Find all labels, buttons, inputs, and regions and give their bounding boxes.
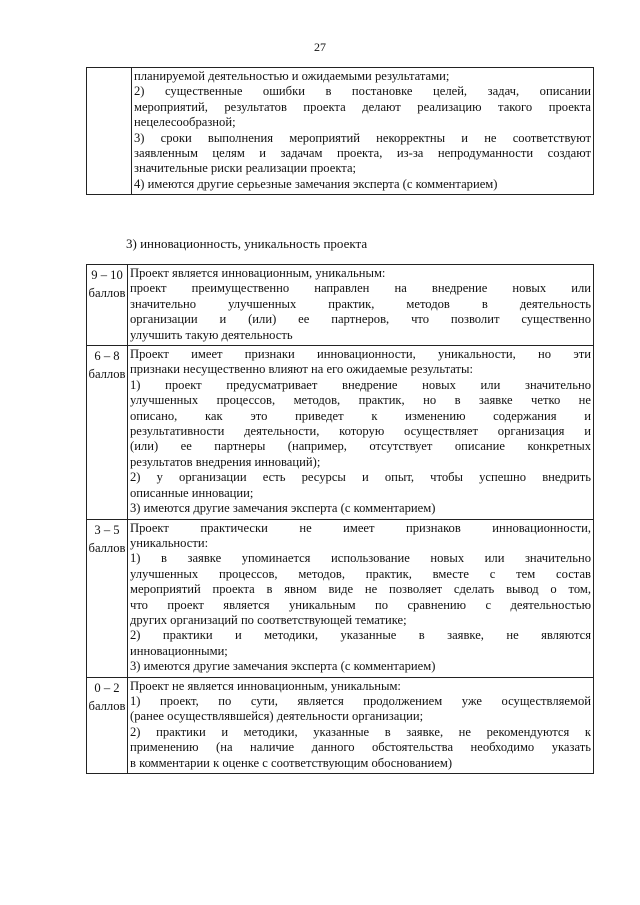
text-line: Проект является инновационным, уникальным: [130, 266, 386, 280]
text-line: значительные риски реализации проекта; [134, 161, 357, 176]
text-line: инновационными; [130, 643, 228, 658]
text-line: 3) имеются другие замечания эксперта (с комментарием) [130, 659, 436, 674]
description-cell [128, 519, 594, 677]
text-line: (или) ее партнеры (например, отсутствует описание конкретных [130, 439, 591, 454]
score-range: 6 – 8 [94, 349, 120, 364]
table-row [87, 677, 594, 773]
text-line: Проект не является инновационным, уникальным: [130, 678, 401, 693]
description-cell [128, 265, 594, 346]
description-cell [128, 677, 594, 773]
text-line: 1) проект, по сути, является продолжением уже осуществляемой [130, 693, 591, 708]
text-line: организации и (или) ее партнеров, что позволит существенно [130, 312, 591, 327]
text-line: планируемой деятельностью и ожидаемыми результатами; [134, 69, 450, 83]
score-unit: баллов [88, 286, 126, 300]
score-range: 0 – 2 [94, 680, 120, 695]
text-line: результатов внедрения инноваций); [130, 454, 321, 469]
score-unit: баллов [88, 698, 126, 713]
table-row [87, 346, 594, 519]
text-line: мероприятий проекта в явном виде не позволяет сделать вывод о том, [130, 582, 591, 597]
description-cell [128, 346, 594, 519]
table-row [87, 265, 594, 346]
criteria-table-continued [86, 67, 594, 195]
text-line: (ранее осуществлявшейся) деятельности организации; [130, 709, 424, 724]
score-cell [87, 265, 128, 346]
text-line: описанные инновации; [130, 485, 254, 500]
text-line: 2) практики и методики, указанные в заявке, не рекомендуются к [130, 724, 591, 739]
text-line: улучшенных процессов, методов, практик, вместе с тем состав [130, 566, 591, 581]
text-line: Проект имеет признаки инновационности, уникальности, но эти [130, 347, 591, 362]
text-line: улучшить такую деятельность [130, 327, 293, 342]
score-range: 3 – 5 [94, 522, 120, 537]
text-line: 1) в заявке упоминается использование новых или значительно [130, 551, 591, 566]
text-line: нецелесообразной; [134, 115, 236, 130]
table-row [87, 68, 594, 195]
text-line: значительно улучшенных практик, методов в деятельность [130, 296, 591, 311]
text-line: 3) имеются другие замечания эксперта (с комментарием) [130, 501, 436, 516]
text-line: 2) у организации есть ресурсы и опыт, чтобы успешно внедрить [130, 470, 591, 485]
score-cell [87, 519, 128, 677]
text-line: уникальности: [130, 535, 209, 550]
text-line: заявленным целям и задачам проекта, из-за непродуманности создают [134, 146, 591, 161]
score-cell-empty [87, 68, 132, 195]
text-line: в комментарии к оценке с соответствующим обоснованием) [130, 755, 453, 770]
score-unit: баллов [88, 367, 126, 382]
page-number: 27 [314, 40, 326, 54]
text-line: что проект является уникальным по сравнению с деятельностью [130, 597, 591, 612]
innovation-criteria-table [86, 264, 594, 774]
text-line: мероприятий, результатов проекта делают реализацию такого проекта [134, 99, 591, 114]
text-line: 2) практики и методики, указанные в заявке, не являются [130, 628, 591, 643]
text-line: проект преимущественно направлен на внедрение новых или [130, 281, 591, 296]
text-line: 4) имеются другие серьезные замечания эксперта (с комментарием) [134, 176, 498, 191]
description-cell [132, 68, 594, 195]
section-heading: 3) инновационность, уникальность проекта [126, 236, 368, 251]
text-line: описано, как это приведет к изменению содержания и [130, 408, 591, 423]
text-line: улучшенных процессов, методов, практик, но в заявке четко не [130, 393, 591, 408]
table-row [87, 519, 594, 677]
text-line: Проект практически не имеет признаков инновационности, [130, 520, 591, 535]
text-line: 1) проект предусматривает внедрение новых или значительно [130, 377, 591, 392]
text-line: 2) существенные ошибки в постановке целей, задач, описании [134, 84, 591, 99]
score-cell [87, 346, 128, 519]
score-range: 9 – 10 [91, 268, 123, 282]
text-line: 3) сроки выполнения мероприятий некорректны и не соответствуют [134, 130, 591, 145]
text-line: других организаций по соответствующей тематике; [130, 612, 407, 627]
text-line: признаки несущественно влияют на его ожидаемые результаты: [130, 362, 473, 377]
score-unit: баллов [88, 540, 126, 555]
score-cell [87, 677, 128, 773]
text-line: результативности деятельности, которую осуществляет организация и [130, 424, 591, 439]
text-line: применению (на наличие данного обстоятельства необходимо указать [130, 740, 591, 755]
